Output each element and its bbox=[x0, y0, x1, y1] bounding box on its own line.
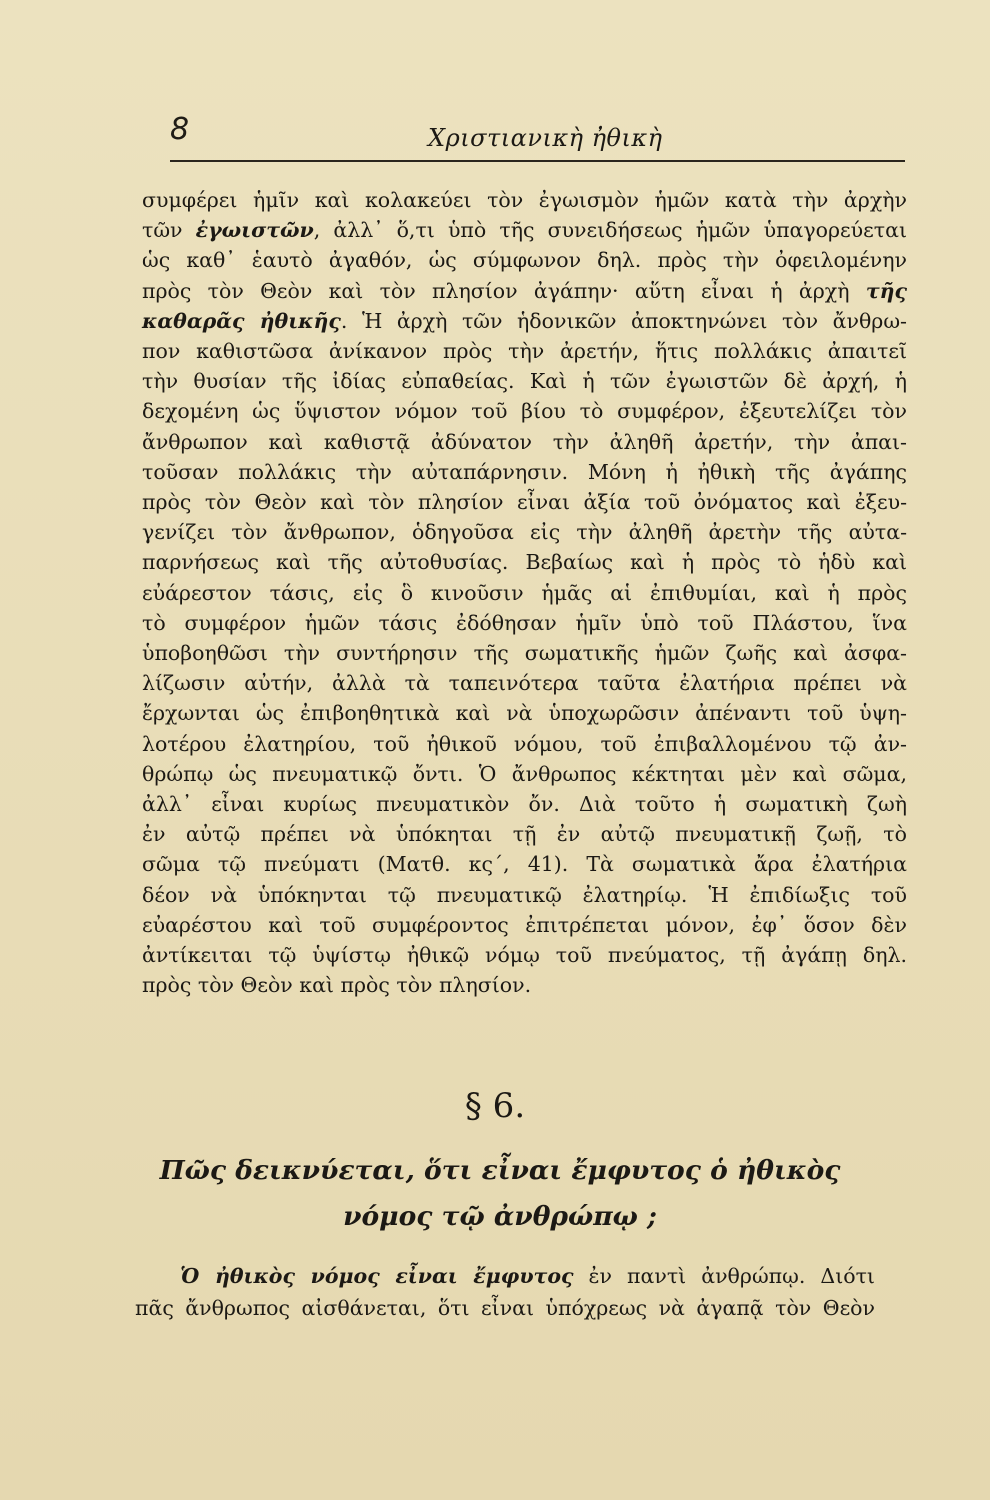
text-line: θρώπῳ ὡς πνευματικῷ ὄντι. Ὁ ἄνθρωπος κέκτηται μὲν καὶ σῶμα, bbox=[142, 761, 907, 786]
emphasis-lead: Ὁ ἠθικὸς νόμος εἶναι ἔμφυτος bbox=[180, 1264, 574, 1288]
text-line: πρὸς τὸν Θεὸν καὶ τὸν πλησίον ἀγάπην· αὕτη εἶναι ἡ ἀρχὴ τῆς bbox=[142, 278, 907, 303]
section-title-line: Πῶς δεικνύεται, ὅτι εἶναι ἔμφυτος ὁ ἠθικὸς bbox=[159, 1155, 841, 1186]
section-title-line: νόμος τῷ ἀνθρώπῳ ; bbox=[343, 1201, 657, 1232]
page-number: 8 bbox=[170, 112, 190, 147]
text-line: τοῦσαν πολλάκις τὴν αὐταπάρνησιν. Μόνη ἡ ἠθικὴ τῆς ἀγάπης bbox=[142, 459, 907, 484]
text-line: πᾶς ἄνθρωπος αἰσθάνεται, ὅτι εἶναι ὑπόχρεως νὰ ἀγαπᾷ τὸν Θεὸν bbox=[135, 1296, 875, 1320]
text-line: δέον νὰ ὑπόκηνται τῷ πνευματικῷ ἐλατηρίῳ. Ἡ ἐπιδίωξις τοῦ bbox=[142, 882, 907, 907]
emphasis-tes: τῆς bbox=[865, 278, 907, 303]
text-line: παρνήσεως καὶ τῆς αὐτοθυσίας. Βεβαίως καὶ ἡ πρὸς τὸ ἡδὺ καὶ bbox=[142, 550, 907, 575]
text-line: συμφέρει ἡμῖν καὶ κολακεύει τὸν ἐγωισμὸν ἡμῶν κατὰ τὴν ἀρχὴν bbox=[142, 188, 907, 212]
text-line: Ὁ ἠθικὸς νόμος εἶναι ἔμφυτος ἐν παντὶ ἀνθρώπῳ. Διότι bbox=[180, 1264, 875, 1288]
section-paragraph bbox=[135, 1260, 875, 1324]
text-line: ἄνθρωπον καὶ καθιστᾷ ἀδύνατον τὴν ἀληθῆ ἀρετήν, τὴν ἀπαι- bbox=[142, 429, 907, 454]
text-line: καθαρᾶς ἠθικῆς. Ἡ ἀρχὴ τῶν ἡδονικῶν ἀποκτηνώνει τὸν ἄνθρω- bbox=[142, 308, 907, 333]
text-line: λοτέρου ἐλατηρίου, τοῦ ἠθικοῦ νόμου, τοῦ ἐπιβαλλομένου τῷ ἀν- bbox=[142, 731, 907, 756]
text-line: ὡς καθ᾽ ἑαυτὸ ἀγαθόν, ὡς σύμφωνον δηλ. πρὸς τὴν ὀφειλομένην bbox=[142, 248, 907, 273]
text-line: λίζωσιν αὐτήν, ἀλλὰ τὰ ταπεινότερα ταῦτα ἐλατήρια πρέπει νὰ bbox=[142, 671, 907, 696]
emphasis-pure-ethics: καθαρᾶς ἠθικῆς bbox=[142, 308, 341, 333]
page-header bbox=[170, 112, 890, 162]
text-line: ὑποβοηθῶσι τὴν συντήρησιν τῆς σωματικῆς ἡμῶν ζωῆς καὶ ἀσφα- bbox=[142, 641, 907, 666]
text-line: ἔρχωνται ὡς ἐπιβοηθητικὰ καὶ νὰ ὑποχωρῶσιν ἀπέναντι τοῦ ὑψη- bbox=[142, 701, 907, 726]
text-line: τὸ συμφέρον ἡμῶν τάσις ἐδόθησαν ἡμῖν ὑπὸ τοῦ Πλάστου, ἵνα bbox=[142, 610, 907, 635]
text-line: πρὸς τὸν Θεὸν καὶ πρὸς τὸν πλησίον. bbox=[142, 973, 532, 998]
text-line: γενίζει τὸν ἄνθρωπον, ὁδηγοῦσα εἰς τὴν ἀληθῆ ἀρετὴν τῆς αὐτα- bbox=[142, 520, 907, 545]
header-rule bbox=[170, 160, 905, 162]
section-title bbox=[0, 1148, 990, 1240]
text-line: δεχομένη ὡς ὕψιστον νόμον τοῦ βίου τὸ συμφέρον, ἐξευτελίζει τὸν bbox=[142, 399, 907, 424]
text-line: σῶμα τῷ πνεύματι (Ματθ. κς´, 41). Τὰ σωματικὰ ἄρα ἐλατήρια bbox=[142, 852, 907, 877]
text-line: εὐάρεστον τάσις, εἰς ὃ κινοῦσιν ἡμᾶς αἱ ἐπιθυμίαι, καὶ ἡ πρὸς bbox=[142, 580, 907, 605]
section-mark: § 6. bbox=[464, 1086, 526, 1126]
text-line: ἀλλ᾽ εἶναι κυρίως πνευματικὸν ὄν. Διὰ τοῦτο ἡ σωματικὴ ζωὴ bbox=[142, 792, 907, 817]
text-line: εὐαρέστου καὶ τοῦ συμφέροντος ἐπιτρέπεται μόνον, ἐφ᾽ ὅσον δὲν bbox=[142, 912, 907, 937]
main-paragraph bbox=[142, 185, 907, 1000]
text-line: ἀντίκειται τῷ ὑψίστῳ ἠθικῷ νόμῳ τοῦ πνεύματος, τῇ ἀγάπῃ δηλ. bbox=[142, 943, 907, 968]
text-line: πον καθιστῶσα ἀνίκανον πρὸς τὴν ἀρετήν, ἥτις πολλάκις ἀπαιτεῖ bbox=[142, 339, 907, 364]
text-line: τὴν θυσίαν τῆς ἰδίας εὐπαθείας. Καὶ ἡ τῶν ἐγωιστῶν δὲ ἀρχή, ἡ bbox=[142, 369, 907, 394]
text-line: ἐν αὐτῷ πρέπει νὰ ὑπόκηται τῇ ἐν αὐτῷ πνευματικῇ ζωῇ, τὸ bbox=[142, 822, 907, 847]
emphasis-egoists: ἐγωιστῶν bbox=[195, 218, 314, 243]
text-line: τῶν ἐγωιστῶν, ἀλλ᾽ ὅ,τι ὑπὸ τῆς συνειδήσεως ἡμῶν ὑπαγορεύεται bbox=[142, 218, 907, 243]
running-title: Χριστιανικὴ ἠθικὴ bbox=[428, 124, 663, 152]
text-line: πρὸς τὸν Θεὸν καὶ τὸν πλησίον εἶναι ἀξία τοῦ ὀνόματος καὶ ἐξευ- bbox=[142, 490, 907, 515]
